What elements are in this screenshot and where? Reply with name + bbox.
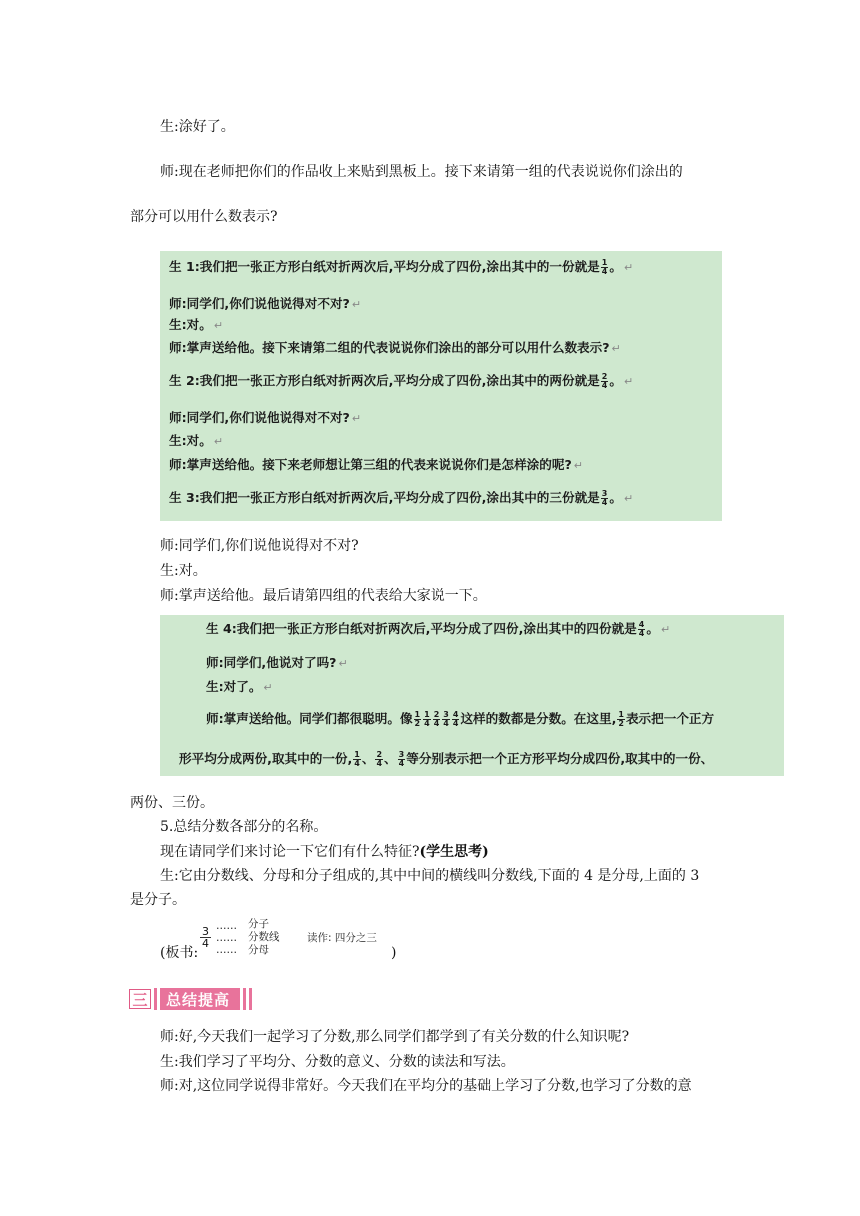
para-structure-cont: 是分子。	[130, 892, 186, 908]
para-step5: 5.总结分数各部分的名称。	[160, 819, 328, 835]
board-label-numerator: 分子	[248, 918, 269, 930]
fraction-item: $\frac{4}{4}$	[452, 710, 459, 728]
para-structure: 生:它由分数线、分母和分子组成的,其中中间的横线叫分数线,下面的 4 是分母,上面的 3	[160, 868, 700, 884]
section-stripe	[154, 988, 157, 1010]
box1-student1: 生 1:我们把一张正方形白纸对折两次后,平均分成了四份,涂出其中的一份就是 $\frac{1}{4}$ 。 ↵	[169, 258, 634, 276]
board-label-denominator: 分母	[248, 944, 269, 956]
box1-answer1: 生:对。 ↵	[169, 317, 224, 332]
para-mid-teacher: 师:掌声送给他。最后请第四组的代表给大家说一下。	[160, 588, 487, 604]
box2-teacher-line2: 形平均分成两份,取其中的一份, $\frac{1}{4}$ 、 $\frac{2}{4}$ 、 $\frac{3}{4}$ 等分别表示把一个正方形平均分成四份,取其中的一份、	[179, 750, 714, 768]
para-two-three: 两份、三份。	[130, 795, 214, 811]
board-dots-top: ……	[216, 920, 237, 932]
section-title: 总结提高	[160, 988, 240, 1010]
board-fraction: $\frac{3}{4}$	[202, 925, 209, 950]
box1-teacher1: 师:掌声送给他。接下来请第二组的代表说说你们涂出的部分可以用什么数表示? ↵	[169, 340, 621, 355]
box1-question1: 师:同学们,你们说他说得对不对? ↵	[169, 296, 362, 311]
para-summary-question: 师:好,今天我们一起学习了分数,那么同学们都学到了有关分数的什么知识呢?	[160, 1029, 630, 1045]
section-number: 三	[129, 989, 151, 1009]
section-header	[129, 988, 283, 1010]
fraction-item: $\frac{2}{4}$	[433, 710, 440, 728]
board-label-fraction-line: 分数线	[248, 931, 280, 943]
board-prefix: (板书:	[160, 945, 199, 961]
section-stripe-end-1	[243, 988, 246, 1010]
box2-teacher-line1: 师:掌声送给他。同学们都很聪明。像 $\frac{1}{2}$ $\frac{1}{4}$ $\frac{2}{4}$ $\frac{3}{4}$ $\frac{4}{4}$ 这样的数都是分数。在这里, $\frac{1}{2}$ 表示把一个正方	[206, 710, 715, 728]
fraction-four-quarters: $\frac{4}{4}$	[638, 620, 645, 638]
box1-answer2: 生:对。 ↵	[169, 433, 224, 448]
return-mark: ↵	[623, 261, 634, 274]
fraction-three-quarters: $\frac{3}{4}$	[601, 489, 608, 507]
board-dots-bot: ……	[216, 944, 237, 956]
box2-question: 师:同学们,他说对了吗? ↵	[206, 655, 348, 670]
fraction-list	[413, 711, 461, 726]
para-student-done: 生:涂好了。	[160, 119, 235, 135]
para-discuss: 现在请同学们来讨论一下它们有什么特征?(学生思考)	[160, 844, 489, 860]
fraction-quarter-b: $\frac{2}{4}$	[376, 750, 383, 768]
para-summary-answer: 生:我们学习了平均分、分数的意义、分数的读法和写法。	[160, 1054, 515, 1070]
fraction-one-half: $\frac{1}{2}$	[618, 710, 624, 728]
para-mid-question: 师:同学们,你们说他说得对不对?	[160, 538, 359, 554]
section-stripe-end-2	[249, 988, 252, 1010]
box1-student3: 生 3:我们把一张正方形白纸对折两次后,平均分成了四份,涂出其中的三份就是 $\frac{3}{4}$ 。 ↵	[169, 489, 634, 507]
fraction-item: $\frac{3}{4}$	[443, 710, 449, 728]
fraction-quarter-a: $\frac{1}{4}$	[354, 750, 360, 768]
board-dots-mid: ……	[216, 932, 237, 944]
para-mid-answer: 生:对。	[160, 563, 207, 579]
fraction-item: $\frac{1}{4}$	[424, 710, 430, 728]
box2-student4: 生 4:我们把一张正方形白纸对折两次后,平均分成了四份,涂出其中的四份就是 $\frac{4}{4}$ 。 ↵	[206, 620, 671, 638]
para-summary-teacher: 师:对,这位同学说得非常好。今天我们在平均分的基础上学习了分数,也学习了分数的意	[160, 1078, 692, 1094]
box2-answer: 生:对了。 ↵	[206, 679, 273, 694]
box1-student2: 生 2:我们把一张正方形白纸对折两次后,平均分成了四份,涂出其中的两份就是 $\frac{2}{4}$ 。 ↵	[169, 372, 634, 390]
box1-question2: 师:同学们,你们说他说得对不对? ↵	[169, 410, 362, 425]
fraction-one-quarter: $\frac{1}{4}$	[601, 258, 608, 276]
fraction-quarter-c: $\frac{3}{4}$	[398, 750, 405, 768]
board-reading: 读作: 四分之三	[307, 932, 377, 944]
para-teacher-collect-cont: 部分可以用什么数表示?	[130, 209, 278, 225]
box1-teacher2: 师:掌声送给他。接下来老师想让第三组的代表来说说你们是怎样涂的呢? ↵	[169, 457, 583, 472]
para-teacher-collect: 师:现在老师把你们的作品收上来贴到黑板上。接下来请第一组的代表说说你们涂出的	[160, 164, 683, 180]
board-suffix: )	[391, 945, 397, 961]
fraction-item: $\frac{1}{2}$	[414, 710, 421, 728]
fraction-two-quarters: $\frac{2}{4}$	[601, 372, 608, 390]
